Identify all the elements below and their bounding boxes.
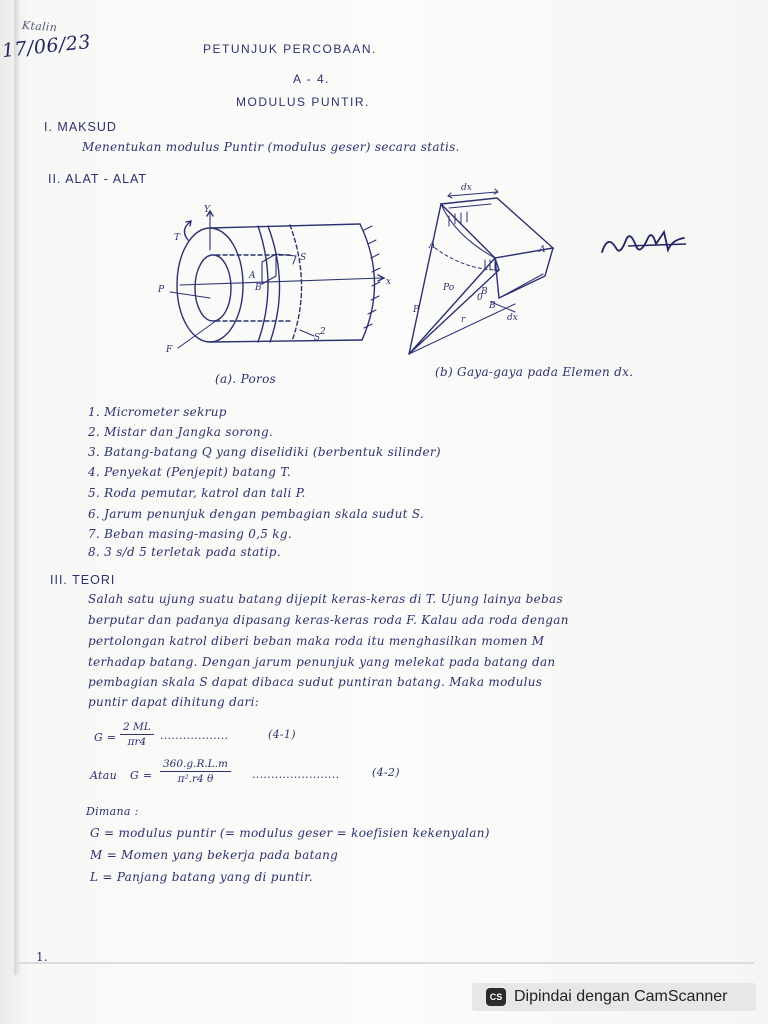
label-dx-top: dx xyxy=(461,183,472,193)
page-number: 1. xyxy=(36,950,49,964)
shaft-inner-bore xyxy=(195,255,231,321)
list-item: 3. Batang-batang Q yang diselidiki (berbentuk silinder) xyxy=(88,445,441,459)
doc-code: A - 4. xyxy=(293,72,331,86)
shaft-top-edge xyxy=(210,224,360,228)
definition-line: G = modulus puntir (= modulus geser = koefisien kekenyalan) xyxy=(90,826,490,840)
surface-element xyxy=(262,254,276,284)
section-2-heading: II. ALAT - ALAT xyxy=(48,172,148,186)
label-zero: 0 xyxy=(477,293,483,303)
label-b-upper: B xyxy=(481,287,488,297)
label-a-left: A xyxy=(429,241,436,251)
label-2: 2 xyxy=(320,327,326,337)
figure-b-element-diagram xyxy=(395,178,585,363)
label-t: T xyxy=(174,233,181,243)
eq1-lhs: G = xyxy=(94,731,117,744)
wedge-mid-edge xyxy=(409,258,495,354)
section-3-heading: III. TEORI xyxy=(50,573,116,587)
eq2-dots: ....................... xyxy=(252,768,340,781)
label-a-right: A xyxy=(539,245,546,255)
theory-line: pertolongan katrol diberi beban maka roda itu menghasilkan momen M xyxy=(88,634,545,648)
label-f: F xyxy=(166,345,173,355)
label-s2: S xyxy=(314,333,321,343)
label-dx-bottom: dx xyxy=(507,313,518,323)
theory-line: berputar dan padanya dipasang keras-keras roda F. Kalau ada roda dengan xyxy=(88,613,569,627)
theory-line: Salah satu ujung suatu batang dijepit keras-keras di T. Ujung lainya bebas xyxy=(88,592,563,606)
label-b-lower: B xyxy=(489,301,496,311)
list-item: 7. Beban masing-masing 0,5 kg. xyxy=(88,527,292,541)
list-item: 1. Micrometer sekrup xyxy=(88,405,227,419)
torque-arrow-arc xyxy=(184,222,190,240)
eq2-denominator: π².r4 θ xyxy=(177,773,214,785)
eq1-denominator: πr4 xyxy=(127,736,147,748)
eq2-fraction xyxy=(160,758,231,785)
label-s1: S xyxy=(300,253,307,263)
camscanner-watermark xyxy=(472,983,756,1011)
signature-date: 17/06/23 xyxy=(0,30,93,63)
eq1-tag: (4-1) xyxy=(268,728,296,741)
label-p: P xyxy=(413,305,420,315)
definition-line: M = Momen yang bekerja pada batang xyxy=(90,848,339,862)
theory-line: puntir dapat dihitung dari: xyxy=(88,695,260,709)
page-spine-shadow xyxy=(14,0,20,975)
ring-line-2 xyxy=(268,226,280,342)
camscanner-logo-icon: CS xyxy=(486,988,506,1006)
eq1-dots: .................. xyxy=(160,729,229,742)
label-po: Po xyxy=(443,283,455,293)
definition-line: L = Panjang batang yang di puntir. xyxy=(90,870,313,884)
where-heading: Dimana : xyxy=(86,805,139,818)
shaft-bottom-edge xyxy=(210,340,362,342)
label-y: Y xyxy=(204,205,210,215)
label-a: A xyxy=(249,271,256,281)
ring-line-3 xyxy=(290,225,302,341)
eq2-tag: (4-2) xyxy=(372,766,400,779)
list-item: 6. Jarum penunjuk dengan pembagian skala sudut S. xyxy=(88,507,425,521)
list-item: 2. Mistar dan Jangka sorong. xyxy=(88,425,274,439)
label-r: r xyxy=(461,315,466,325)
label-p1: P xyxy=(158,285,165,295)
figure-a-caption: (a). Poros xyxy=(215,372,277,386)
x-axis xyxy=(180,278,382,285)
eq1-numerator: 2 ML xyxy=(120,721,154,735)
watermark-text: Dipindai dengan CamScanner xyxy=(514,988,728,1005)
corner-note: Ktalin xyxy=(21,18,58,35)
list-item: 8. 3 s/d 5 terletak pada statip. xyxy=(88,545,281,559)
page-bottom-edge xyxy=(14,962,754,964)
label-x: x xyxy=(386,277,392,287)
theory-line: pembagian skala S dapat dibaca sudut puntiran batang. Maka modulus xyxy=(88,675,543,689)
eq2-lhs: G = xyxy=(130,769,153,782)
eq2-prefix: Atau xyxy=(90,769,118,782)
theory-line: terhadap batang. Dengan jarum penunjuk yang melekat pada batang dan xyxy=(88,655,556,669)
figure-a-shaft-diagram xyxy=(150,200,400,370)
wedge-left-edge xyxy=(409,204,441,354)
figure-b-caption: (b) Gaya-gaya pada Elemen dx. xyxy=(435,365,634,379)
doc-subtitle: MODULUS PUNTIR. xyxy=(236,95,370,109)
eq1-fraction xyxy=(120,721,154,748)
list-item: 5. Roda pemutar, katrol dan tali P. xyxy=(88,486,306,500)
doc-title: PETUNJUK PERCOBAAN. xyxy=(203,42,377,56)
list-item: 4. Penyekat (Penjepit) batang T. xyxy=(88,465,291,479)
eq2-numerator: 360.g.R.L.m xyxy=(160,758,231,772)
section-1-text: Menentukan modulus Puntir (modulus geser) secara statis. xyxy=(82,140,460,154)
element-right-block xyxy=(495,248,553,298)
section-1-heading: I. MAKSUD xyxy=(44,120,117,134)
label-b: B xyxy=(255,283,262,293)
signature-scribble xyxy=(598,226,690,262)
